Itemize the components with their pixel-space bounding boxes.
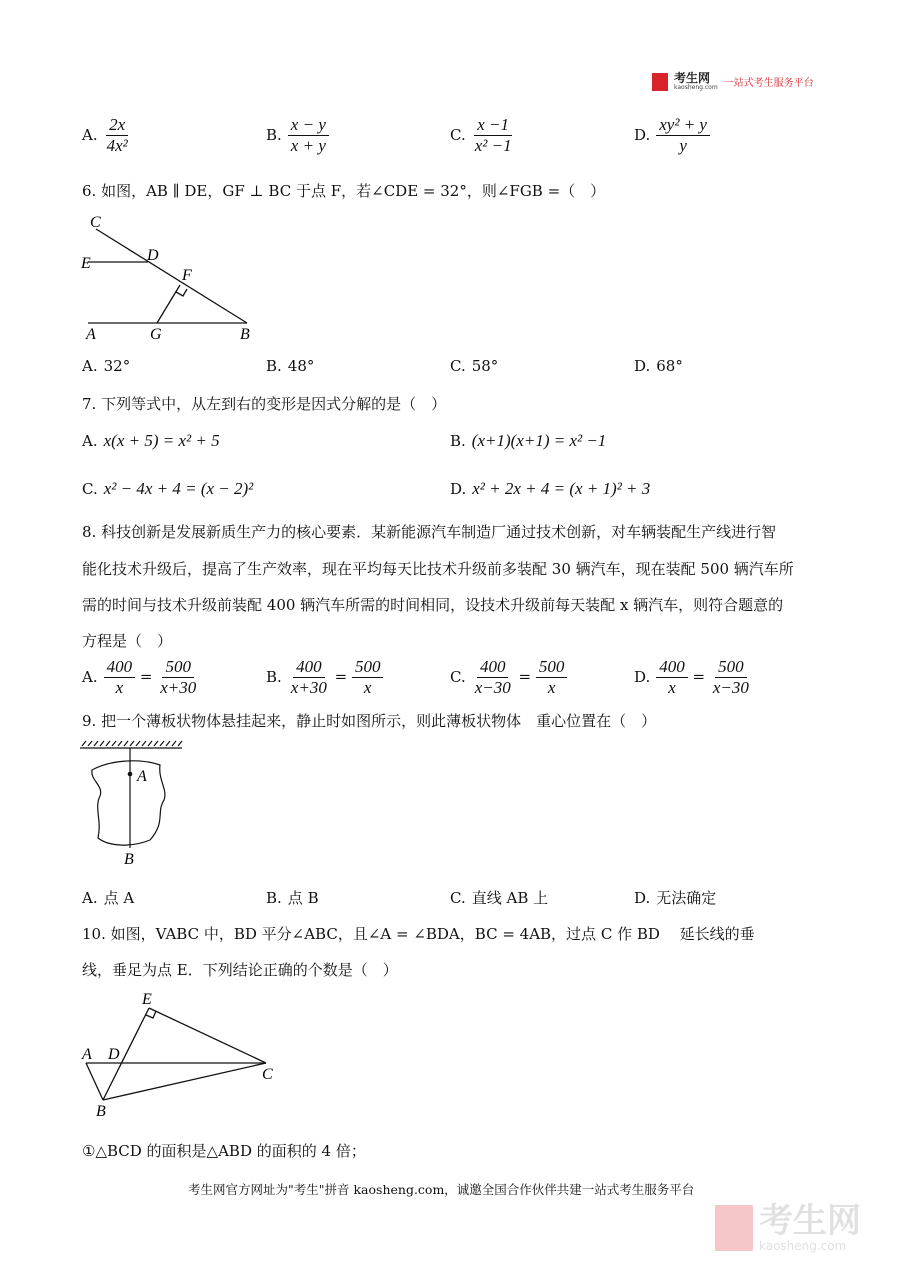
- label-f: F: [182, 267, 192, 284]
- q7-option-d: [450, 479, 650, 499]
- label-e: E: [81, 255, 91, 272]
- fraction: [352, 657, 384, 698]
- numerator: 400: [293, 657, 325, 678]
- q8-stem-line: 方程是（ ）: [82, 632, 173, 650]
- watermark-logo-icon: [715, 1205, 753, 1251]
- denominator: x: [115, 678, 124, 697]
- numerator: 400: [104, 657, 136, 678]
- numerator: 500: [352, 657, 384, 678]
- denominator: y: [679, 136, 687, 155]
- denominator: x + y: [290, 136, 326, 155]
- q10-statement-1: ①△BCD 的面积是△ABD 的面积的 4 倍；: [82, 1142, 366, 1160]
- option-label: A.: [82, 667, 98, 686]
- label-a: A: [86, 326, 96, 343]
- q6-stem: 6. 如图，AB ∥ DE，GF ⊥ BC 于点 F，若∠CDE = 32°，则∠FGB =（ ）: [82, 182, 606, 200]
- numerator: xy² + y: [656, 115, 710, 136]
- label-a: A: [82, 1046, 92, 1063]
- q9-option-a: [82, 887, 134, 908]
- numerator: 2x: [106, 115, 128, 136]
- label-g: G: [150, 326, 162, 343]
- option-label: D.: [634, 125, 651, 144]
- label-b: B: [240, 326, 250, 343]
- numerator: 500: [162, 657, 194, 678]
- fraction: [472, 657, 514, 698]
- q9-option-c: [450, 887, 548, 908]
- fraction: [710, 657, 752, 698]
- option-text: 68°: [656, 357, 683, 375]
- q6-option-c: [450, 357, 498, 375]
- numerator: 500: [715, 657, 747, 678]
- denominator: x² −1: [474, 136, 512, 155]
- option-label: C.: [82, 480, 98, 498]
- q10-stem-line: 10. 如图，VABC 中，BD 平分∠ABC，且∠A = ∠BDA，BC = 4AB，过点 C 作 BD 延长线的垂: [82, 925, 755, 943]
- q8-option-a: A. $\frac{400}{x}$ = $\frac{500}{x+30}$: [82, 657, 199, 698]
- watermark: [715, 1203, 861, 1253]
- q7-option-a: [82, 431, 220, 451]
- q8-stem-line: 8. 科技创新是发展新质生产力的核心要素．某新能源汽车制造厂通过技术创新，对车辆装配生产线进行智: [82, 523, 777, 541]
- option-label: A.: [82, 432, 98, 450]
- option-text: (x+1)(x+1) = x² −1: [471, 431, 607, 450]
- q9-option-b: [266, 887, 319, 908]
- q9-figure: [80, 741, 182, 848]
- label-c: C: [90, 214, 101, 231]
- denominator: x−30: [712, 678, 749, 697]
- label-c: C: [262, 1066, 273, 1083]
- q8-option-b: B. $\frac{400}{x+30}$ = $\frac{500}{x}$: [266, 657, 383, 698]
- q8-option-c: C. $\frac{400}{x-30}$ = $\frac{500}{x}$: [450, 657, 567, 698]
- option-text: x² − 4x + 4 = (x − 2)²: [103, 479, 254, 498]
- denominator: 4x²: [106, 136, 128, 155]
- option-label: C.: [450, 125, 466, 144]
- denominator: x−30: [474, 678, 511, 697]
- option-text: 点 A: [103, 889, 135, 907]
- denominator: x: [668, 678, 676, 697]
- q9-stem: 9. 把一个薄板状物体悬挂起来，静止时如图所示，则此薄板状物体 重心位置在（ ）: [82, 712, 657, 730]
- denominator: x: [547, 678, 556, 697]
- fraction: [157, 657, 199, 698]
- option-label: C.: [450, 667, 466, 686]
- q7-option-c: [82, 479, 253, 499]
- q10-stem-line: 线，垂足为点 E．下列结论正确的个数是（ ）: [82, 961, 398, 979]
- option-label: B.: [266, 889, 282, 907]
- numerator: 500: [536, 657, 568, 678]
- label-d: D: [108, 1046, 120, 1063]
- fraction: [288, 657, 330, 698]
- label-b: B: [124, 851, 134, 868]
- watermark-domain: kaosheng.com: [759, 1239, 847, 1253]
- option-label: A.: [82, 125, 98, 144]
- numerator: 400: [477, 657, 509, 678]
- label-b: B: [96, 1103, 106, 1120]
- denominator: x+30: [160, 678, 197, 697]
- point-a-dot: [128, 772, 133, 777]
- option-label: D.: [634, 889, 651, 907]
- watermark-name: 考生网: [759, 1201, 861, 1241]
- option-label: B.: [266, 357, 282, 375]
- option-text: 无法确定: [656, 889, 717, 907]
- option-text: 直线 AB 上: [471, 889, 549, 907]
- option-text: 58°: [471, 357, 499, 375]
- footer-text: 考生网官方网址为"考生"拼音 kaosheng.com，诚邀全国合作伙伴共建一站式考生服务平台: [188, 1182, 695, 1197]
- option-label: A.: [82, 357, 98, 375]
- option-label: B.: [266, 125, 282, 144]
- option-label: B.: [266, 667, 282, 686]
- option-label: D.: [634, 357, 651, 375]
- option-label: D.: [634, 667, 651, 686]
- option-label: A.: [82, 889, 98, 907]
- option-text: 点 B: [287, 889, 319, 907]
- option-label: B.: [450, 432, 466, 450]
- label-d: D: [147, 247, 159, 264]
- fraction: [536, 657, 568, 698]
- q7-stem: 7. 下列等式中，从左到右的变形是因式分解的是（ ）: [82, 395, 447, 413]
- numerator: x − y: [288, 115, 329, 136]
- option-text: x(x + 5) = x² + 5: [103, 431, 220, 450]
- q6-option-b: [266, 357, 314, 375]
- option-label: D.: [450, 480, 467, 498]
- fraction: [656, 657, 688, 698]
- q9-option-d: [634, 887, 716, 908]
- q6-option-a: [82, 357, 130, 375]
- q8-stem-line: 能化技术升级后，提高了生产效率，现在平均每天比技术升级前多装配 30 辆汽车，现在装配 500 辆汽车所: [82, 560, 794, 578]
- label-a: A: [137, 768, 147, 785]
- logo-domain: kaosheng.com: [674, 84, 718, 91]
- denominator: x+30: [290, 678, 327, 697]
- option-text: 48°: [287, 357, 315, 375]
- label-e: E: [142, 991, 152, 1008]
- fraction: [104, 657, 136, 698]
- q8-option-d: D. $\frac{400}{x}$ = $\frac{500}{x-30}$: [634, 657, 752, 698]
- q6-figure: [88, 229, 247, 323]
- q7-option-b: [450, 431, 606, 451]
- option-label: C.: [450, 357, 466, 375]
- numerator: 400: [656, 657, 688, 678]
- header-slogan: 一站式考生服务平台: [723, 78, 814, 89]
- numerator: x −1: [474, 115, 512, 136]
- logo-name: 考生网: [674, 71, 711, 85]
- q8-stem-line: 需的时间与技术升级前装配 400 辆汽车所需的时间相同，设技术升级前每天装配 x 辆汽车，则符合题意的: [82, 596, 784, 614]
- option-text: x² + 2x + 4 = (x + 1)² + 3: [472, 479, 651, 498]
- option-text: 32°: [103, 357, 131, 375]
- option-label: C.: [450, 889, 466, 907]
- denominator: x: [363, 678, 372, 697]
- q6-option-d: [634, 357, 683, 375]
